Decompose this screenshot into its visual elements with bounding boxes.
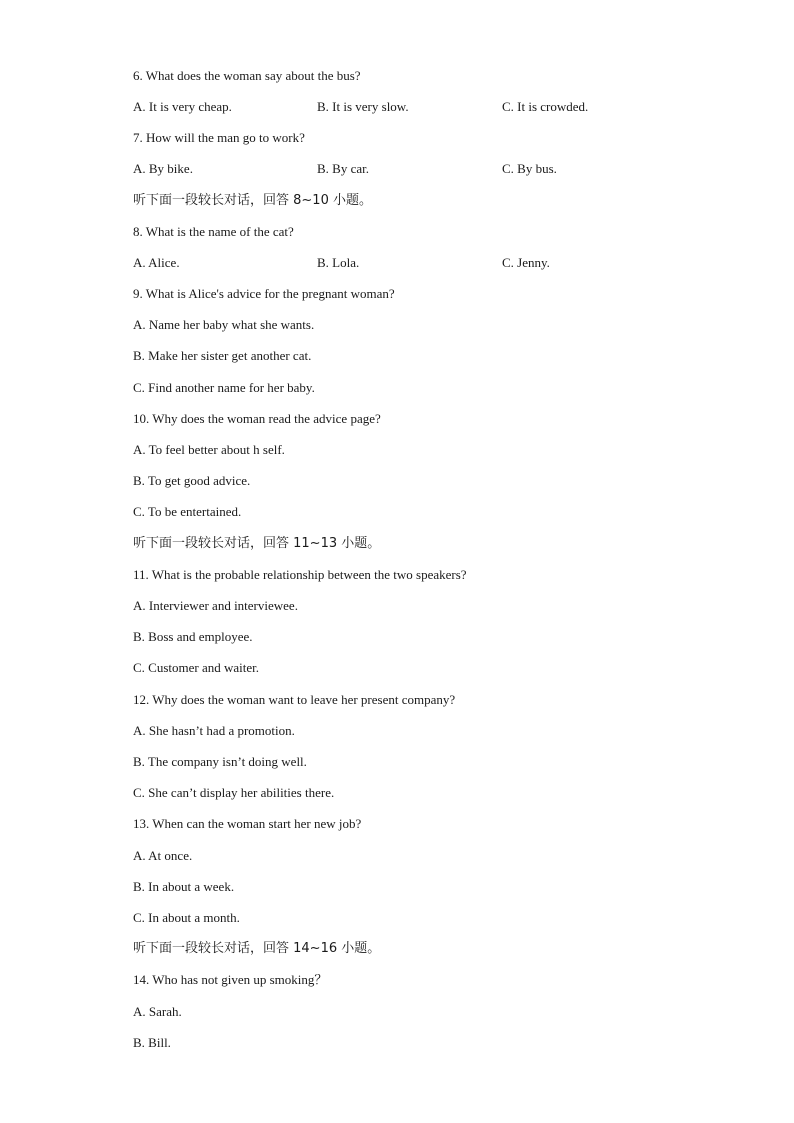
question-11: 11. What is the probable relationship between the two speakers? — [133, 567, 467, 582]
q6-option-c: C. It is crowded. — [502, 99, 589, 114]
q12-option-a: A. She hasn’t had a promotion. — [133, 723, 295, 738]
question-7: 7. How will the man go to work? — [133, 130, 305, 145]
q10-option-b: B. To get good advice. — [133, 473, 251, 488]
q10-option-a: A. To feel better about h self. — [133, 442, 285, 457]
q11-option-c: C. Customer and waiter. — [133, 660, 260, 675]
q12-option-c: C. She can’t display her abilities there. — [133, 785, 335, 800]
q11-option-a: A. Interviewer and interviewee. — [133, 598, 298, 613]
question-12: 12. Why does the woman want to leave her present company? — [133, 692, 456, 707]
q11-option-b: B. Boss and employee. — [133, 629, 253, 644]
q12-option-b: B. The company isn’t doing well. — [133, 754, 307, 769]
q9-option-a: A. Name her baby what she wants. — [133, 317, 315, 332]
q13-option-a: A. At once. — [133, 848, 193, 863]
question-14: 14. Who has not given up smoking？ — [133, 972, 328, 987]
section-heading-14-16: 听下面一段较长对话，回答 14~16 小题。 — [133, 941, 381, 956]
q9-option-b: B. Make her sister get another cat. — [133, 348, 312, 363]
q6-option-a: A. It is very cheap. — [133, 99, 232, 114]
q7-option-b: B. By car. — [317, 161, 369, 176]
q13-option-c: C. In about a month. — [133, 910, 240, 925]
question-13: 13. When can the woman start her new job? — [133, 816, 362, 831]
question-6: 6. What does the woman say about the bus? — [133, 68, 361, 83]
q6-option-b: B. It is very slow. — [317, 99, 409, 114]
question-8: 8. What is the name of the cat? — [133, 224, 294, 239]
section-heading-11-13: 听下面一段较长对话，回答 11~13 小题。 — [133, 536, 381, 551]
q7-option-a: A. By bike. — [133, 161, 193, 176]
question-9: 9. What is Alice's advice for the pregnant woman? — [133, 286, 395, 301]
section-heading-8-10: 听下面一段较长对话，回答 8~10 小题。 — [133, 193, 372, 208]
q7-option-c: C. By bus. — [502, 161, 557, 176]
question-10: 10. Why does the woman read the advice page? — [133, 411, 381, 426]
q13-option-b: B. In about a week. — [133, 879, 235, 894]
q8-option-c: C. Jenny. — [502, 255, 550, 270]
q8-option-a: A. Alice. — [133, 255, 180, 270]
q14-option-b: B. Bill. — [133, 1035, 171, 1050]
q10-option-c: C. To be entertained. — [133, 504, 242, 519]
q14-option-a: A. Sarah. — [133, 1004, 182, 1019]
q8-option-b: B. Lola. — [317, 255, 360, 270]
q9-option-c: C. Find another name for her baby. — [133, 380, 315, 395]
